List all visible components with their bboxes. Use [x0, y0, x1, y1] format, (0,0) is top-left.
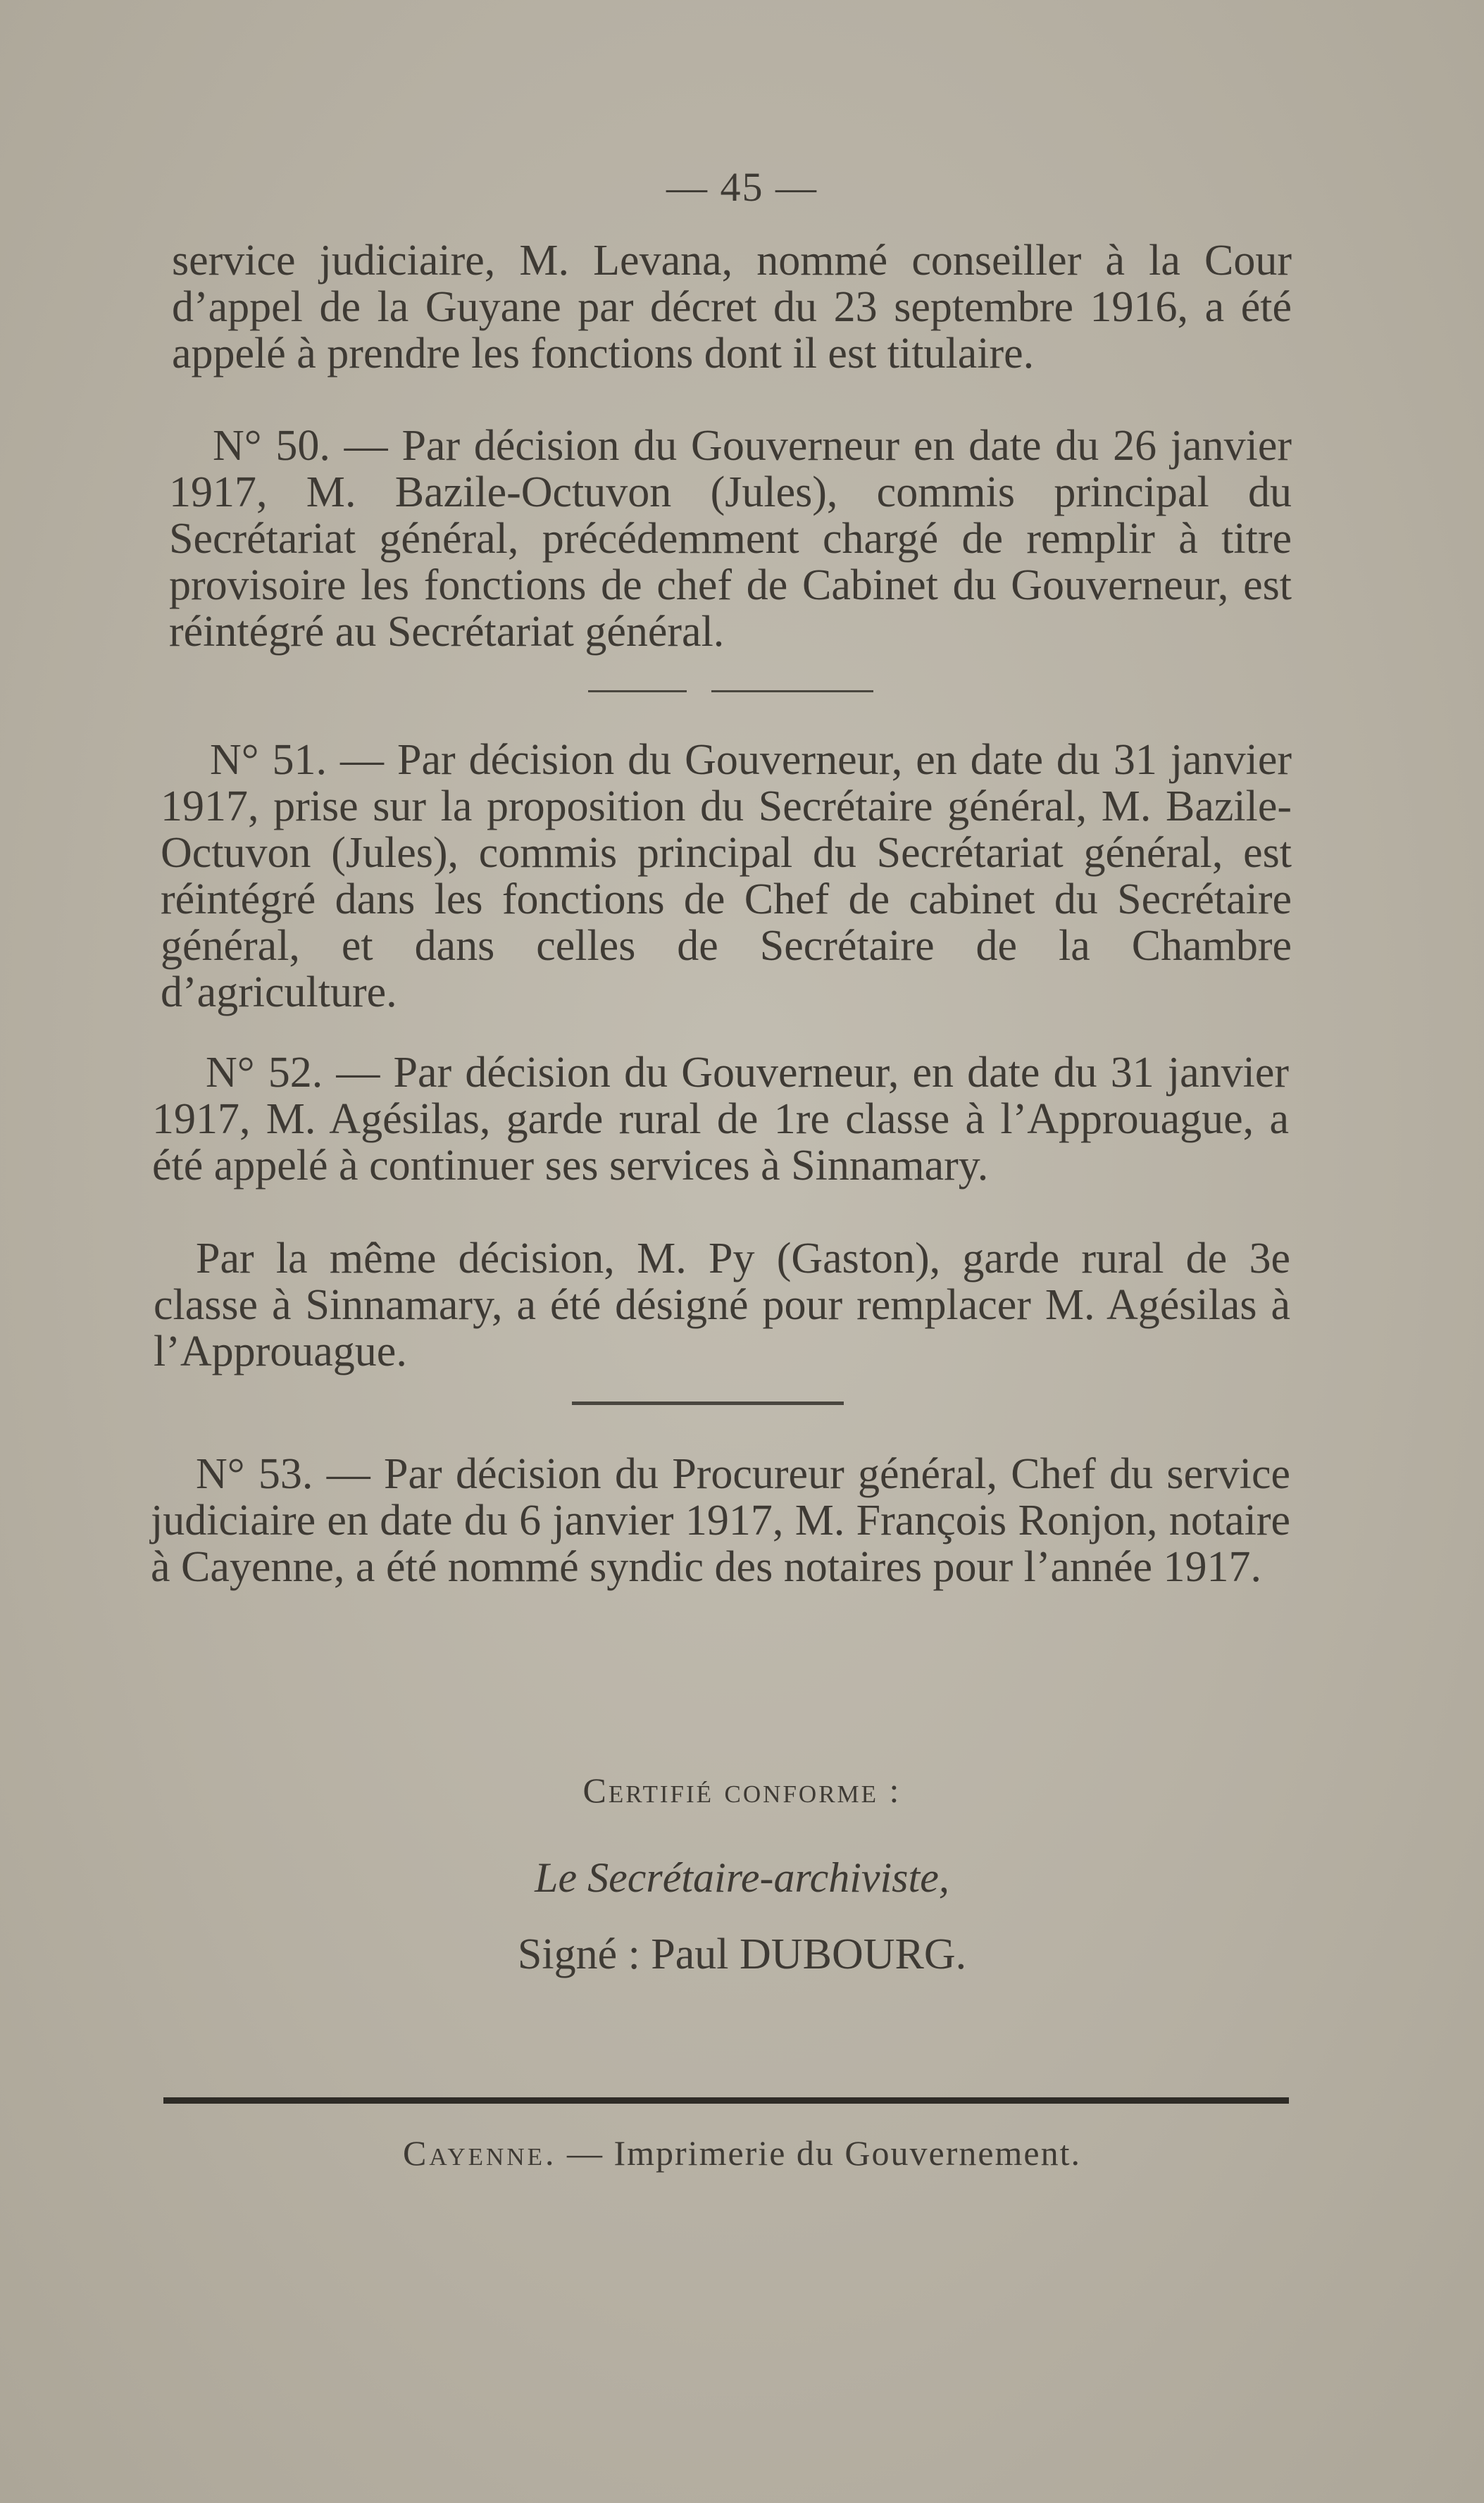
entry-number: N° 51. [210, 736, 328, 784]
certification-signature: Signé : Paul DUBOURG. [517, 1930, 967, 1978]
certification-role: Le Secrétaire-archiviste, [535, 1854, 949, 1901]
entry-50 [169, 423, 1292, 655]
entry-text: Par la même décision, M. Py (Gaston), garde rural de 3e classe à Sinnamary, a été désigné pour remplacer M. Agésilas à l’Approuague. [154, 1235, 1290, 1375]
entry-53 [151, 1451, 1290, 1590]
page-number: — 45 — [666, 164, 818, 210]
entry-52 [152, 1049, 1289, 1189]
imprint-line [0, 2133, 1484, 2173]
imprint-city: Cayenne. [402, 2133, 557, 2173]
entry-number: N° 53. [196, 1450, 313, 1498]
intro-paragraph-text: service judiciaire, M. Levana, nommé conseiller à la Cour d’appel de la Guyane par décret du 23 septembre 1916, a été appelé à prendre les fonctions dont il est titulaire. [172, 237, 1292, 377]
intro-paragraph [172, 237, 1292, 377]
imprint-separator: — [556, 2133, 614, 2173]
entry-text: — Par décision du Gouverneur, en date du 31 janvier 1917, M. Agésilas, garde rural de 1re classe à l’Approuague, a été appelé à continuer ses services à Sinnamary. [152, 1049, 1289, 1190]
bottom-rule [163, 2097, 1289, 2104]
entry-number: N° 52. [206, 1049, 323, 1097]
separator-rule [588, 690, 687, 692]
certification-heading: Certifié conforme : [582, 1771, 902, 1810]
imprint-printer: Imprimerie du Gouvernement. [613, 2133, 1082, 2173]
entry-52-addendum [154, 1235, 1290, 1375]
separator-rule [572, 1402, 844, 1405]
entry-51 [161, 737, 1292, 1016]
separator-rule [711, 690, 873, 692]
entry-number: N° 50. [213, 422, 330, 470]
entry-text: — Par décision du Gouverneur, en date du 31 janvier 1917, prise sur la proposition du Secrétaire général, M. Bazile-Octuvon (Jules), commis principal du Secrétariat général, est réintégré dans les fonctions de Chef de cabinet du Secrétaire général, et dans celles de Secrétaire de la Chambre d’agriculture. [161, 736, 1292, 1016]
entry-text: — Par décision du Procureur général, Chef du service judiciaire en date du 6 janvier 1917, M. François Ronjon, notaire à Cayenne, a été nommé syndic des notaires pour l’année 1917. [151, 1450, 1290, 1591]
entry-text: — Par décision du Gouverneur en date du 26 janvier 1917, M. Bazile-Octuvon (Jules), commis principal du Secrétariat général, précédemment chargé de remplir à titre provisoire les fonctions de chef de Cabinet du Gouverneur, est réintégré au Secrétariat général. [169, 422, 1292, 656]
